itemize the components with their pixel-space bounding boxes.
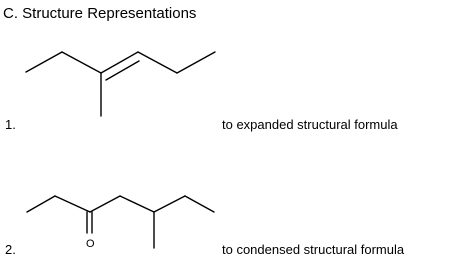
problem-2-instruction: to condensed structural formula	[222, 242, 405, 257]
oxygen-atom-label: O	[86, 238, 95, 250]
bond	[120, 196, 154, 212]
bond	[90, 196, 120, 212]
bond	[185, 196, 214, 212]
bond	[154, 196, 185, 212]
bond	[55, 196, 90, 212]
bond	[27, 196, 55, 212]
problem-1-instruction: to expanded structural formula	[222, 117, 398, 132]
molecule-2-bonds	[27, 196, 214, 248]
problem-1-number: 1.	[5, 117, 16, 132]
problem-2-number: 2.	[5, 242, 16, 257]
section-heading: C. Structure Representations	[3, 5, 197, 22]
